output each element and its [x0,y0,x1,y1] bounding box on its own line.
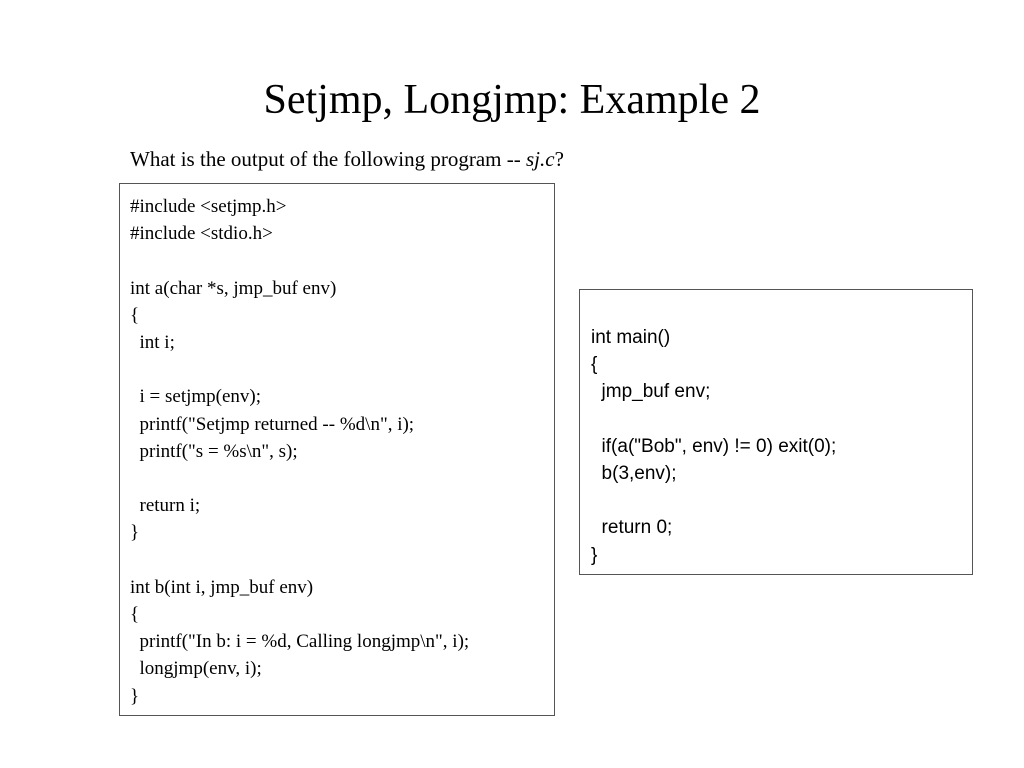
code-line: { [591,354,598,376]
code-line [130,356,554,383]
code-line: int a(char *s, jmp_buf env) [130,277,337,299]
code-line: } [591,544,598,566]
code-box-functions [119,183,555,716]
code-line: int main() [591,327,671,348]
code-line: if(a("Bob", env) != 0) exit(0); [591,435,837,457]
code-line: i = setjmp(env); [130,386,262,408]
code-line: printf("Setjmp returned -- %d\n", i); [130,413,415,435]
code-line: b(3,env); [591,463,677,484]
code-line [130,547,554,574]
code-line: } [130,522,140,544]
code-line: #include <setjmp.h> [130,196,287,217]
code-line [130,247,554,274]
code-line: { [130,304,140,326]
slide-title: Setjmp, Longjmp: Example 2 [263,77,761,123]
question-suffix: ? [554,147,564,171]
code-line: return i; [130,495,201,517]
question-text [130,145,564,173]
code-line: int i; [130,332,175,353]
code-line: printf("s = %s\n", s); [130,440,298,462]
code-line: longjmp(env, i); [130,658,262,680]
code-line: { [130,603,140,625]
code-line: int b(int i, jmp_buf env) [130,576,314,598]
code-line: printf("In b: i = %d, Calling longjmp\n", i); [130,631,470,653]
code-line: jmp_buf env; [591,381,711,403]
code-box-main [579,289,973,575]
code-line [591,487,972,514]
code-line: } [130,685,140,707]
code-line [130,465,554,492]
code-line: return 0; [591,517,673,539]
question-prefix: What is the output of the following program -- [130,147,526,171]
code-line [591,406,972,433]
question-filename: sj.c [526,147,555,171]
code-line: #include <stdio.h> [130,223,273,245]
